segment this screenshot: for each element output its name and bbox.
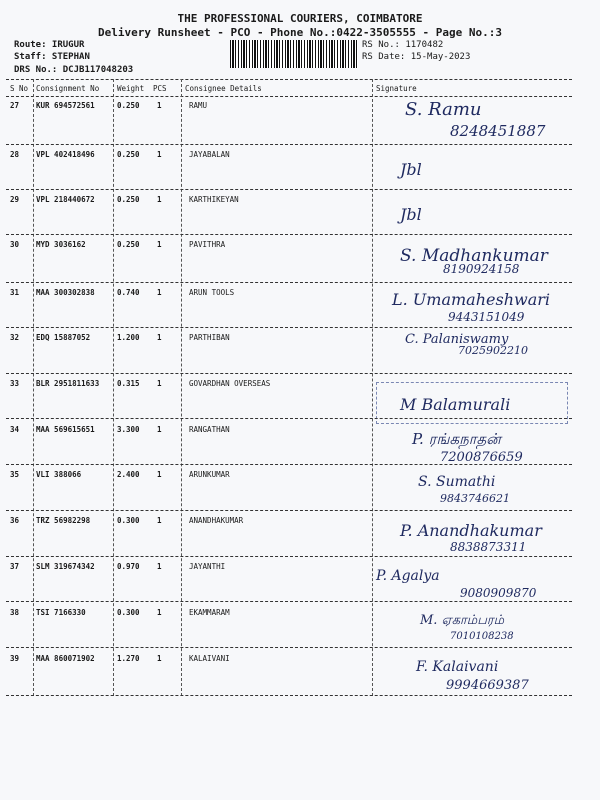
cell-consignment: MYD 3036162	[36, 240, 86, 249]
cell-consignment: KUR 694572561	[36, 101, 95, 110]
signature-name: M Balamurali	[400, 395, 511, 414]
cell-consignee: GOVARDHAN OVERSEAS	[189, 379, 271, 388]
row-divider	[6, 327, 572, 328]
cell-weight: 0.250	[117, 101, 140, 110]
cell-sno: 32	[10, 333, 20, 342]
cell-consignment: MAA 569615651	[36, 425, 95, 434]
signature-name: Jbl	[400, 205, 422, 224]
signature-name: P. Anandhakumar	[400, 521, 542, 540]
header-bottom-rule	[6, 96, 572, 97]
row-divider	[6, 464, 572, 465]
cell-weight: 1.270	[117, 654, 140, 663]
cell-pcs: 1	[157, 195, 162, 204]
column-divider	[33, 79, 34, 696]
signature-phone: 8190924158	[443, 262, 520, 276]
cell-consignee: ARUN TOOLS	[189, 288, 235, 297]
cell-consignee: KARTHIKEYAN	[189, 195, 239, 204]
cell-weight: 0.315	[117, 379, 140, 388]
row-divider	[6, 647, 572, 648]
row-divider	[6, 282, 572, 283]
col-header-consignee: Consignee Details	[185, 84, 262, 93]
drs-number: DRS No.: DCJB117048203	[14, 65, 134, 75]
cell-pcs: 1	[157, 101, 162, 110]
cell-weight: 0.740	[117, 288, 140, 297]
cell-consignment: BLR 2951811633	[36, 379, 100, 388]
signature-name: C. Palaniswamy	[405, 332, 509, 347]
row-divider	[6, 234, 572, 235]
cell-weight: 2.400	[117, 470, 140, 479]
rs-number: RS No.: 1170482	[362, 40, 444, 50]
cell-consignee: JAYABALAN	[189, 150, 230, 159]
cell-sno: 34	[10, 425, 20, 434]
row-divider	[6, 510, 572, 511]
cell-consignment: VPL 218440672	[36, 195, 95, 204]
cell-consignment: TRZ 56982298	[36, 516, 91, 525]
row-divider	[6, 695, 572, 696]
cell-consignee: KALAIVANI	[189, 654, 230, 663]
cell-weight: 0.300	[117, 608, 140, 617]
cell-consignment: TSI 7166330	[36, 608, 86, 617]
col-header-weight: Weight	[117, 84, 145, 93]
signature-name: P. Agalya	[376, 568, 440, 584]
column-divider	[113, 79, 114, 696]
column-divider	[181, 79, 182, 696]
signature-phone: 8838873311	[450, 540, 527, 554]
runsheet-subtitle: Delivery Runsheet - PCO - Phone No.:0422-3505555 - Page No.:3	[98, 26, 502, 39]
col-header-consignment: Consignment No	[36, 84, 100, 93]
signature-phone: 9080909870	[460, 586, 537, 600]
signature-phone: 8248451887	[450, 122, 546, 140]
cell-pcs: 1	[157, 379, 162, 388]
header-top-rule	[6, 79, 572, 80]
col-header-sno: S No	[10, 84, 29, 93]
cell-weight: 0.250	[117, 240, 140, 249]
cell-sno: 28	[10, 150, 20, 159]
staff-label: Staff: STEPHAN	[14, 52, 90, 62]
cell-pcs: 1	[157, 288, 162, 297]
cell-consignee: RANGATHAN	[189, 425, 230, 434]
row-divider	[6, 189, 572, 190]
cell-consignee: RAMU	[189, 101, 208, 110]
cell-pcs: 1	[157, 516, 162, 525]
cell-sno: 27	[10, 101, 20, 110]
cell-consignment: SLM 319674342	[36, 562, 95, 571]
cell-pcs: 1	[157, 333, 162, 342]
row-divider	[6, 556, 572, 557]
rs-date: RS Date: 15-May-2023	[362, 52, 471, 62]
signature-name: S. Ramu	[405, 99, 482, 120]
signature-name: F. Kalaivani	[416, 659, 499, 675]
signature-name: S. Madhankumar	[400, 246, 548, 266]
signature-phone: 9994669387	[446, 678, 529, 693]
cell-sno: 30	[10, 240, 20, 249]
cell-sno: 29	[10, 195, 20, 204]
signature-phone: 9443151049	[448, 310, 525, 324]
signature-name: Jbl	[400, 160, 422, 179]
cell-consignment: MAA 300302838	[36, 288, 95, 297]
cell-weight: 0.250	[117, 195, 140, 204]
signature-name: P. ரங்கநாதன்	[412, 430, 501, 448]
cell-consignee: PAVITHRA	[189, 240, 226, 249]
cell-pcs: 1	[157, 654, 162, 663]
cell-weight: 0.250	[117, 150, 140, 159]
cell-sno: 31	[10, 288, 20, 297]
cell-consignment: VLI 388066	[36, 470, 82, 479]
cell-pcs: 1	[157, 608, 162, 617]
cell-consignee: EKAMMARAM	[189, 608, 230, 617]
cell-weight: 0.300	[117, 516, 140, 525]
col-header-signature: Signature	[376, 84, 417, 93]
signature-name: M. ஏகாம்பரம்	[420, 613, 505, 628]
cell-sno: 39	[10, 654, 20, 663]
cell-weight: 3.300	[117, 425, 140, 434]
company-title: THE PROFESSIONAL COURIERS, COIMBATORE	[177, 12, 423, 25]
cell-sno: 33	[10, 379, 20, 388]
cell-consignee: JAYANTHI	[189, 562, 226, 571]
cell-sno: 36	[10, 516, 20, 525]
signature-phone: 7025902210	[458, 344, 528, 357]
row-divider	[6, 373, 572, 374]
signature-phone: 9843746621	[440, 492, 510, 505]
signature-name: L. Umamaheshwari	[392, 290, 550, 309]
cell-pcs: 1	[157, 562, 162, 571]
cell-pcs: 1	[157, 240, 162, 249]
barcode	[230, 40, 358, 68]
cell-pcs: 1	[157, 425, 162, 434]
cell-pcs: 1	[157, 150, 162, 159]
cell-consignment: MAA 860071902	[36, 654, 95, 663]
signature-name: S. Sumathi	[418, 474, 496, 490]
row-divider	[6, 144, 572, 145]
signature-phone: 7200876659	[440, 450, 523, 465]
cell-consignee: ARUNKUMAR	[189, 470, 230, 479]
cell-weight: 0.970	[117, 562, 140, 571]
column-divider	[372, 79, 373, 696]
cell-consignment: VPL 402418496	[36, 150, 95, 159]
cell-consignee: PARTHIBAN	[189, 333, 230, 342]
route-label: Route: IRUGUR	[14, 40, 85, 50]
row-divider	[6, 601, 572, 602]
col-header-pcs: PCS	[153, 84, 167, 93]
cell-sno: 35	[10, 470, 20, 479]
cell-sno: 37	[10, 562, 20, 571]
cell-consignment: EDQ 15887052	[36, 333, 91, 342]
cell-pcs: 1	[157, 470, 162, 479]
signature-phone: 7010108238	[450, 631, 514, 642]
row-divider	[6, 418, 572, 419]
cell-sno: 38	[10, 608, 20, 617]
cell-consignee: ANANDHAKUMAR	[189, 516, 244, 525]
cell-weight: 1.200	[117, 333, 140, 342]
